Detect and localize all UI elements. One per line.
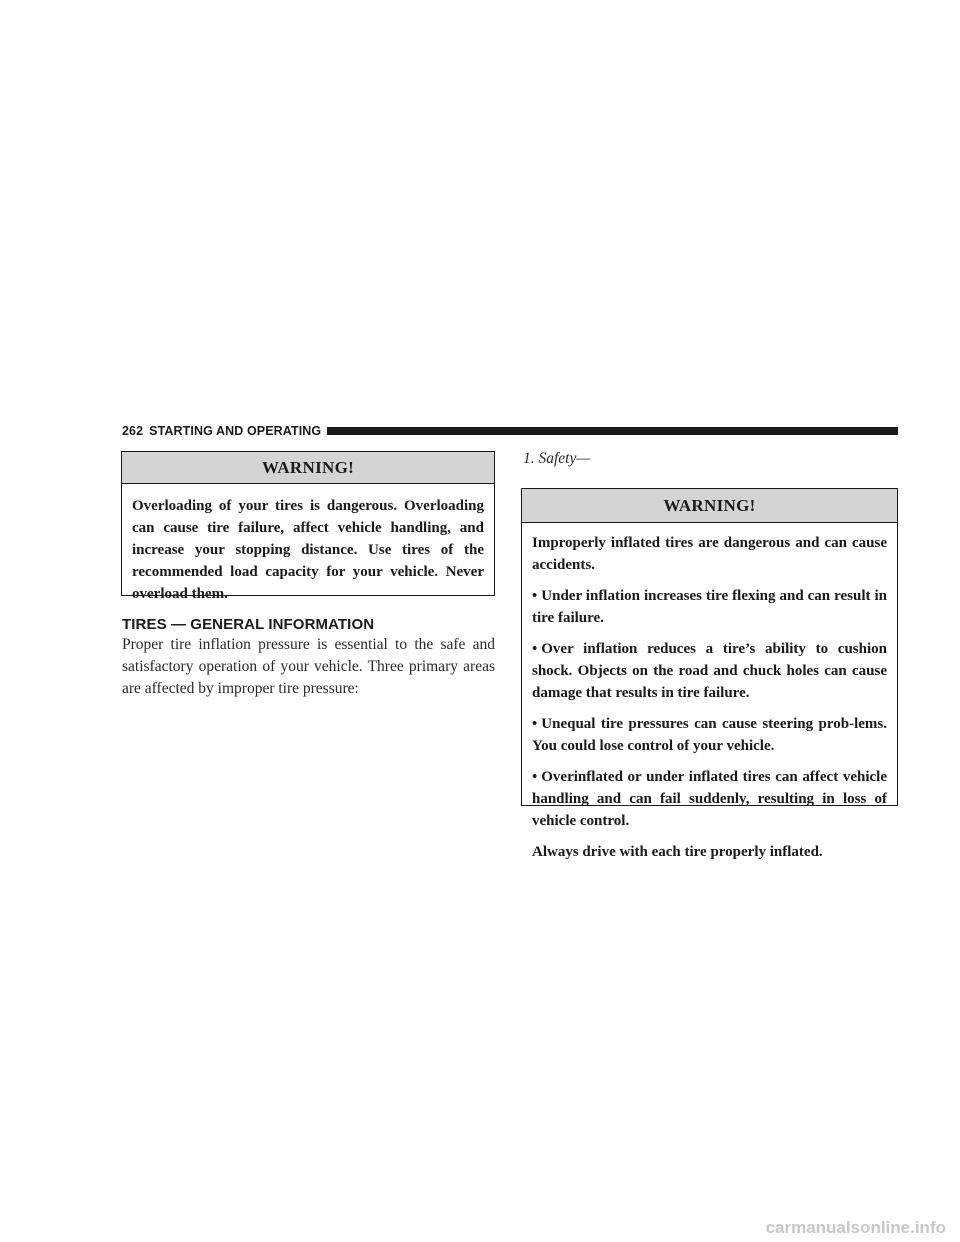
bullet-text: Over inflation reduces a tire’s ability to cushion shock. Objects on the road and chuck holes can cause damage that results in tire failure. — [532, 641, 887, 701]
header-rule — [327, 427, 898, 435]
warning-text: Overloading of your tires is dangerous. Overloading can cause tire failure, affect vehicle handling, and increase your stopping distance. Use tires of the recommended load capacity for your vehicle. Never overload them. — [132, 498, 484, 602]
bullet-icon: • — [532, 641, 538, 657]
warning-box-overloading — [121, 451, 495, 602]
running-header — [122, 423, 898, 439]
warning-body — [522, 523, 897, 863]
bullet-icon: • — [532, 716, 538, 732]
warning-bullet — [532, 766, 887, 832]
warning-intro: Improperly inflated tires are dangerous and can cause accidents. — [532, 535, 887, 573]
bullet-icon: • — [532, 769, 538, 785]
body-paragraph: Proper tire inflation pressure is essential to the safe and satisfactory operation of your vehicle. Three primary areas are affected by improper tire pressure: — [122, 636, 495, 697]
bullet-text: Under inflation increases tire flexing and can result in tire failure. — [532, 588, 887, 626]
warning-title: WARNING! — [522, 489, 897, 523]
section-title: STARTING AND OPERATING — [149, 424, 322, 438]
warning-bullet — [532, 638, 887, 704]
warning-closing: Always drive with each tire properly inflated. — [532, 844, 823, 860]
page-number: 262 — [122, 424, 144, 438]
warning-bullet — [532, 585, 887, 629]
warning-box-inflation — [521, 488, 898, 860]
warning-bullet — [532, 713, 887, 757]
bullet-text: Unequal tire pressures can cause steering prob-lems. You could lose control of your vehicle. — [532, 716, 887, 754]
bullet-icon: • — [532, 588, 538, 604]
section-heading: TIRES — GENERAL INFORMATION — [122, 616, 375, 633]
list-item-safety: 1. Safety— — [523, 450, 591, 467]
footer-watermark: carmanualsonline.info — [765, 1218, 946, 1237]
warning-body — [122, 484, 494, 605]
warning-title: WARNING! — [122, 452, 494, 484]
bullet-text: Overinflated or under inflated tires can affect vehicle handling and can fail suddenly, resulting in loss of vehicle control. — [532, 769, 887, 829]
